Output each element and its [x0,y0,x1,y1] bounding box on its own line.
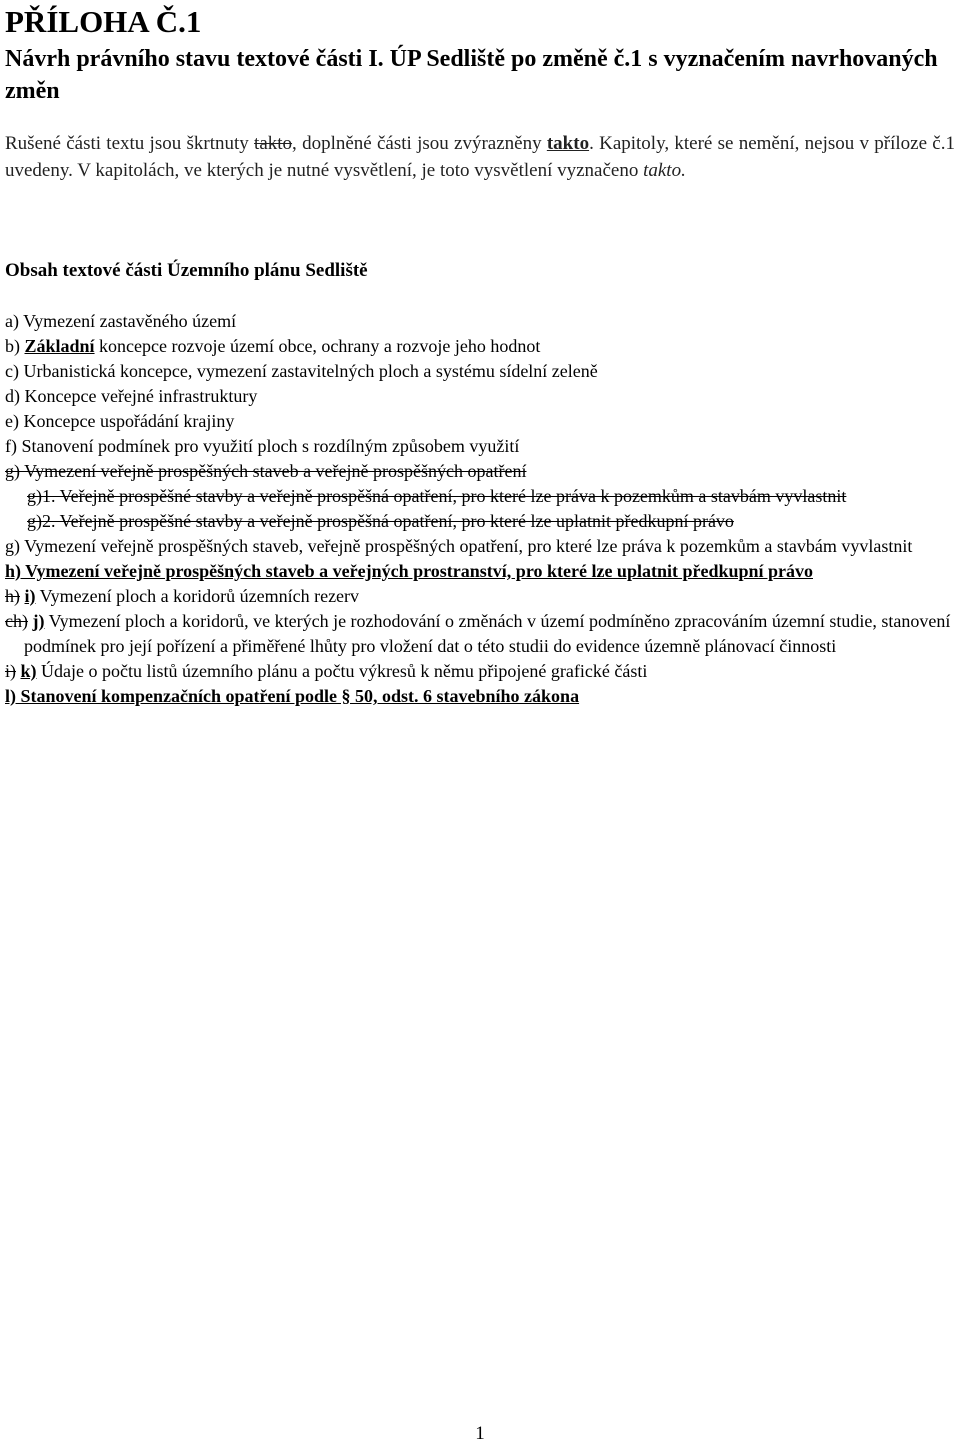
toc-item-c: c) Urbanistická koncepce, vymezení zastavitelných ploch a systému sídelní zeleně [5,361,598,381]
toc-item-k-new-letter: k) [20,661,37,681]
toc-item-i-text: Vymezení ploch a koridorů územních rezerv [35,586,360,606]
toc-item-g2-deleted: g)2. Veřejně prospěšné stavby a veřejně prospěšná opatření, pro které lze uplatnit předkupní právo [27,511,734,531]
intro-text-2: , doplněné části jsou zvýrazněny [292,133,547,154]
toc-item-k-text: Údaje o počtu listů územního plánu a počtu výkresů k němu připojené grafické části [36,661,648,681]
toc-item-j-new-letter: j) [32,611,45,631]
intro-paragraph [5,130,955,184]
inserted-example: takto [546,133,590,154]
toc-item-k [5,659,955,684]
toc-item-g1-deleted: g)1. Veřejně prospěšné stavby a veřejně prospěšná opatření, pro které lze práva k pozemkům a stavbám vyvlastnit [27,486,847,506]
toc-item-i-new-letter: i) [24,586,36,606]
toc-item-j-text: Vymezení ploch a koridorů, ve kterých je rozhodování o změnách v území podmíněno zpracováním územní studie, stanovení podmínek pro její pořízení a přiměřené lhůty pro vložení dat o této studii do evidence územně plánovací činnosti [24,611,951,656]
toc-item-b-rest: koncepce rozvoje území obce, ochrany a rozvoje jeho hodnot [94,336,541,356]
toc-item-g-new: g) Vymezení veřejně prospěšných staveb, veřejně prospěšných opatření, pro které lze práva k pozemkům a stavbám vyvlastnit [5,536,913,556]
page-number: 1 [475,1423,485,1444]
toc-item-e: e) Koncepce uspořádání krajiny [5,411,235,431]
toc-item-j [5,609,955,659]
toc-item-a: a) Vymezení zastavěného území [5,311,237,331]
toc-title: Obsah textové části Územního plánu Sedliště [5,260,368,281]
toc-item-j-old-letter: ch) [5,611,28,631]
toc-item-f: f) Stanovení podmínek pro využití ploch s rozdílným způsobem využití [5,436,520,456]
deleted-example: takto [254,133,293,154]
intro-text-1: Rušené části textu jsou škrtnuty [5,133,255,154]
appendix-heading: PŘÍLOHA Č.1 [5,4,202,39]
emphasis-example: takto. [643,160,686,181]
toc-item-g-deleted: g) Vymezení veřejně prospěšných staveb a veřejně prospěšných opatření [5,461,527,481]
intro-text-3: . Kapitoly, které se nemění, nejsou v příloze č.1 uvedeny. V kapitolách, ve kterých je nutné vysvětlení, je toto vysvětlení vyznačeno [5,133,955,181]
toc-item-i-old-letter: h) [5,586,20,606]
document-subtitle: Návrh právního stavu textové části I. ÚP Sedliště po změně č.1 s vyznačením navrhovaných změn [5,46,938,104]
toc-item-i [5,584,955,609]
toc-item-b-inserted: Základní [24,336,95,356]
toc-item-k-old-letter: i) [5,661,16,681]
toc-item-l-inserted: l) Stanovení kompenzačních opatření podle § 50, odst. 6 stavebního zákona [5,686,580,706]
toc-item-d: d) Koncepce veřejné infrastruktury [5,386,258,406]
toc-item-h-inserted: h) Vymezení veřejně prospěšných staveb a veřejných prostranství, pro které lze uplatnit předkupní právo [5,561,813,581]
toc-item-b [5,334,955,359]
toc-item-b-prefix: b) [5,336,25,356]
table-of-contents [5,309,955,709]
